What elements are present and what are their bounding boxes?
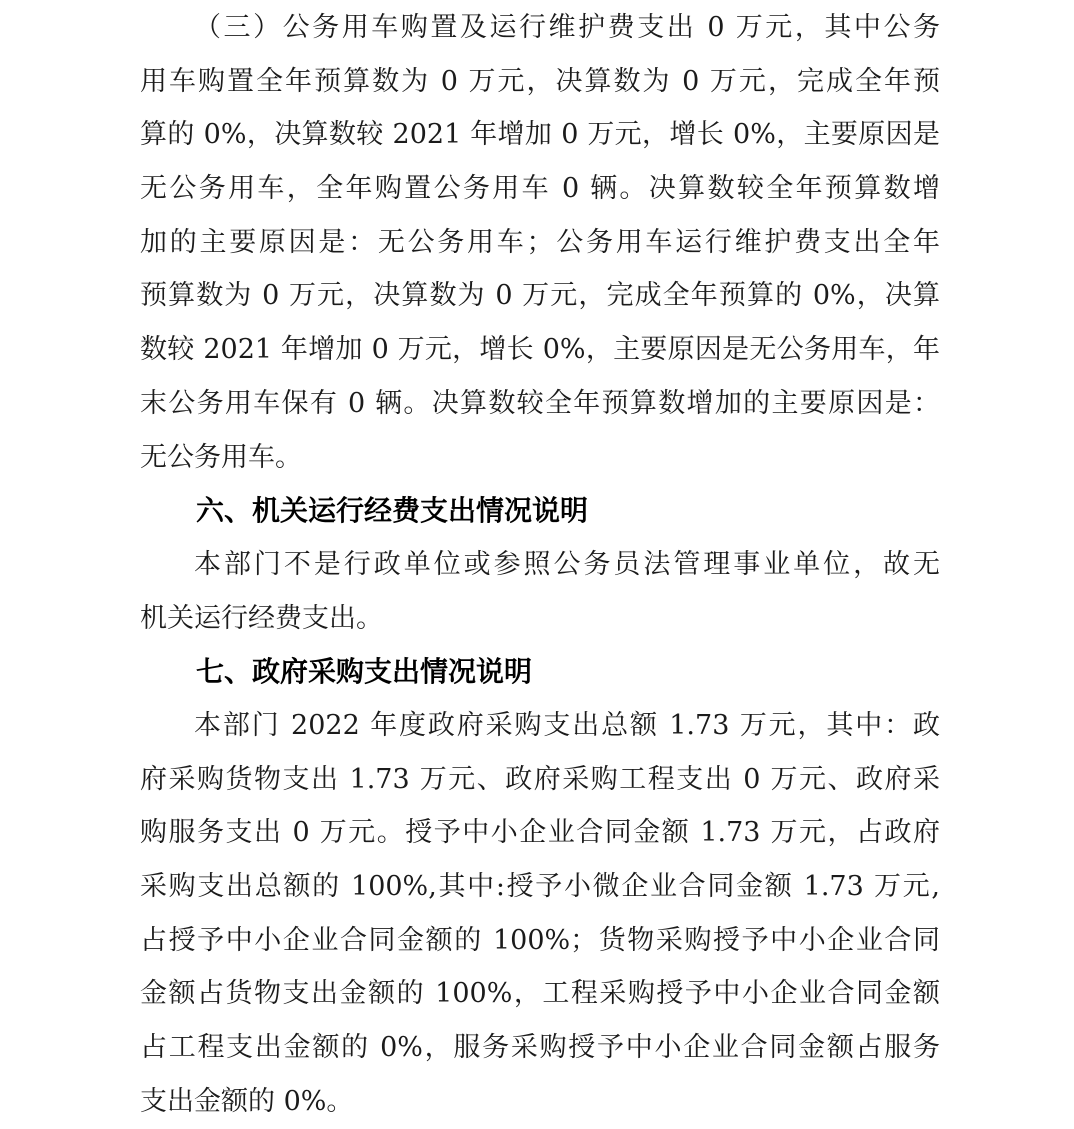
- text-line: 数较 2021 年增加 0 万元，增长 0%，主要原因是无公务用车，年: [140, 334, 940, 366]
- text-line: 府采购货物支出 1.73 万元、政府采购工程支出 0 万元、政府采: [140, 763, 940, 795]
- paragraph-first-line: （三）公务用车购置及运行维护费支出 0 万元，其中公务: [194, 12, 940, 43]
- text-line: 购服务支出 0 万元。授予中小企业合同金额 1.73 万元，占政府: [140, 817, 940, 849]
- paragraph-first-line: 本部门不是行政单位或参照公务员法管理事业单位，故无: [194, 548, 940, 580]
- document-content: [140, 1, 940, 1128]
- text-line: 预算数为 0 万元，决算数为 0 万元，完成全年预算的 0%，决算: [140, 280, 940, 312]
- text-line: 金额占货物支出金额的 100%，工程采购授予中小企业合同金额: [140, 978, 940, 1010]
- paragraph-last-line: 机关运行经费支出。: [140, 602, 383, 634]
- text-line: 占授予中小企业合同金额的 100%；货物采购授予中小企业合同: [140, 924, 940, 956]
- text-line: 末公务用车保有 0 辆。决算数较全年预算数增加的主要原因是：: [140, 387, 940, 419]
- paragraph-last-line: 无公务用车。: [140, 441, 302, 473]
- text-line: 占工程支出金额的 0%，服务采购授予中小企业合同金额占服务: [140, 1032, 940, 1064]
- text-line: 算的 0%，决算数较 2021 年增加 0 万元，增长 0%，主要原因是: [140, 119, 940, 151]
- text-line: 无公务用车，全年购置公务用车 0 辆。决算数较全年预算数增: [140, 173, 940, 205]
- paragraph-last-line: 支出金额的 0%。: [140, 1085, 354, 1117]
- paragraph-first-line: 本部门 2022 年度政府采购支出总额 1.73 万元，其中：政: [194, 709, 940, 741]
- text-line: 采购支出总额的 100%,其中:授予小微企业合同金额 1.73 万元,: [140, 871, 940, 902]
- section-heading-7: 七、政府采购支出情况说明: [196, 655, 533, 689]
- section-heading-6: 六、机关运行经费支出情况说明: [196, 494, 589, 528]
- text-line: 用车购置全年预算数为 0 万元，决算数为 0 万元，完成全年预: [140, 65, 940, 97]
- text-line: 加的主要原因是：无公务用车；公务用车运行维护费支出全年: [140, 226, 940, 258]
